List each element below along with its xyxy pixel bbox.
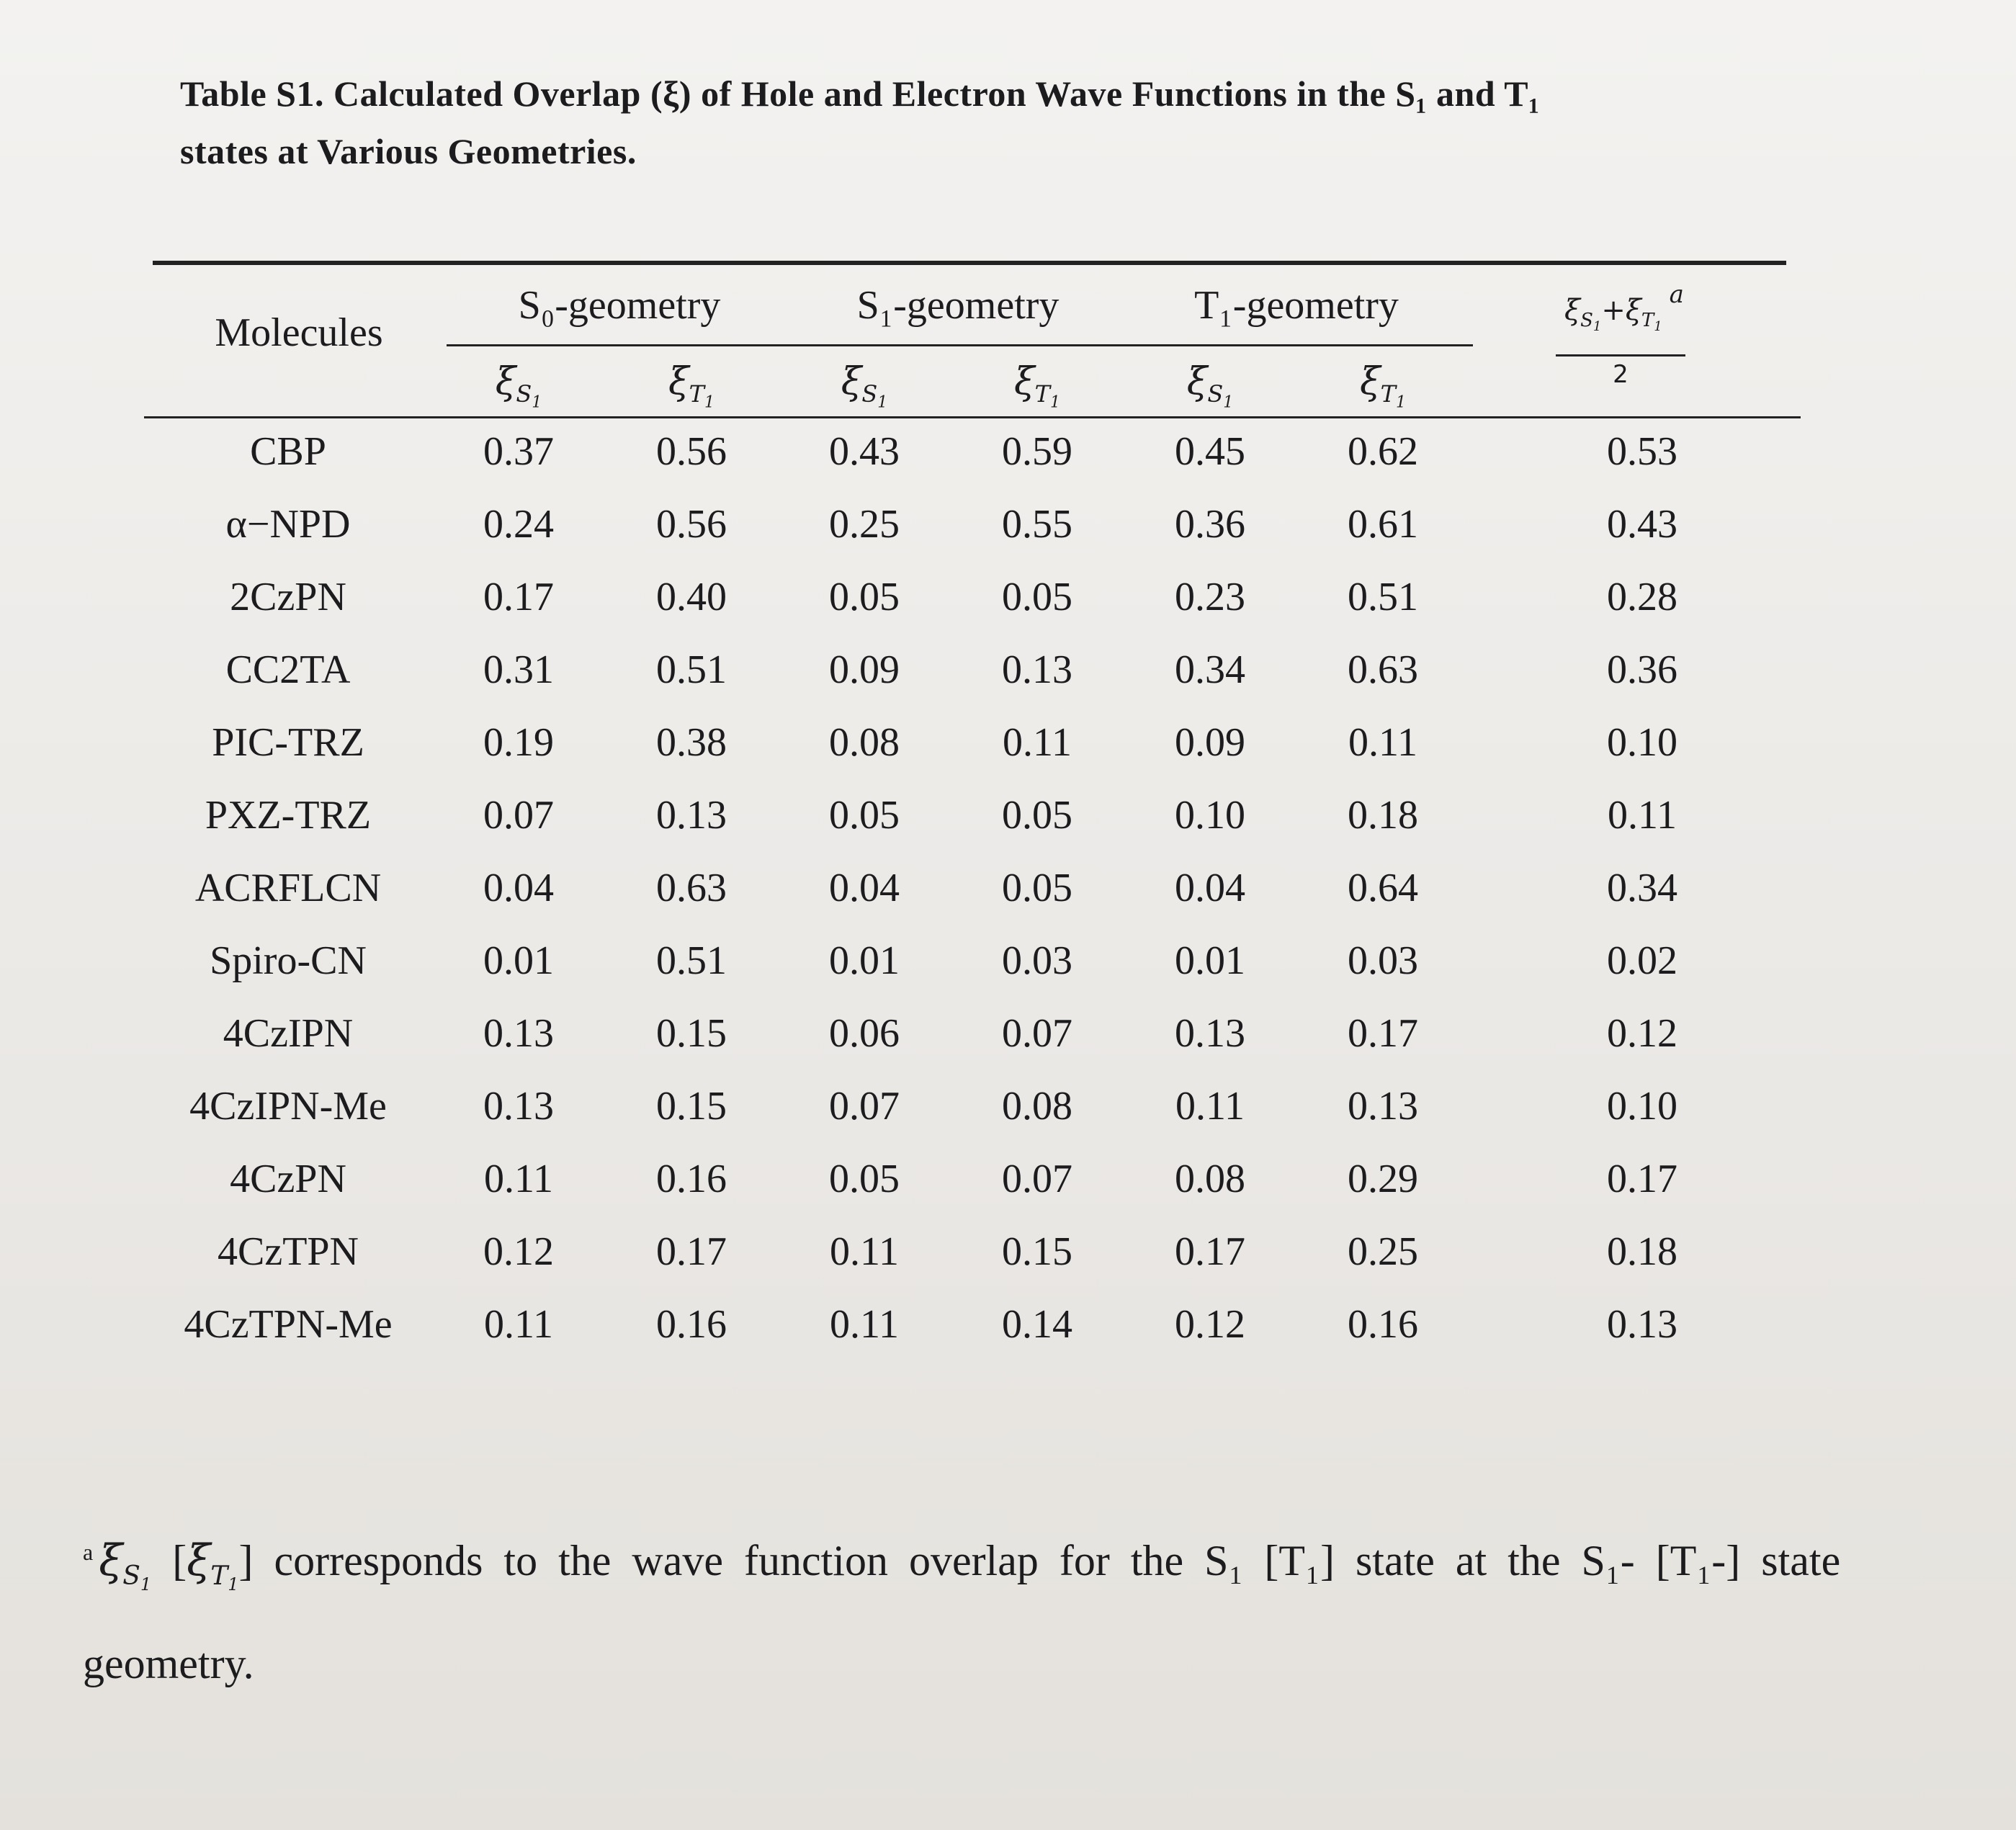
table-row xyxy=(0,1229,2016,1293)
overlap-value-cell: 0.16 xyxy=(656,1302,727,1347)
molecule-name-cell: α−NPD xyxy=(225,502,351,547)
footnote-line-2: geometry. xyxy=(83,1640,254,1688)
overlap-value-cell: 0.59 xyxy=(1002,429,1072,474)
overlap-value-cell: 0.61 xyxy=(1348,502,1418,547)
table-row xyxy=(0,865,2016,930)
header-xi-t1-s1geom: $\xi_{T_1}$ xyxy=(1014,360,1060,412)
overlap-value-cell: 0.11 xyxy=(1175,1084,1245,1129)
molecule-name-cell: Spiro-CN xyxy=(210,938,367,983)
molecule-name-cell: PIC-TRZ xyxy=(212,720,364,765)
overlap-value-cell: 0.23 xyxy=(1175,575,1245,619)
molecule-name-cell: PXZ-TRZ xyxy=(205,793,372,838)
overlap-value-cell: 0.40 xyxy=(656,575,727,619)
table-footnote xyxy=(83,1512,1955,1703)
overlap-value-cell: 0.34 xyxy=(1175,647,1245,692)
overlap-value-cell: 0.07 xyxy=(829,1084,900,1129)
overlap-value-cell: 0.11 xyxy=(484,1157,553,1201)
overlap-value-cell: 0.11 xyxy=(484,1302,553,1347)
overlap-value-cell: 0.19 xyxy=(483,720,554,765)
table-row xyxy=(0,429,2016,493)
overlap-value-cell: 0.05 xyxy=(1002,866,1072,910)
overlap-value-cell: 0.12 xyxy=(483,1229,554,1274)
header-molecules: Molecules xyxy=(215,310,383,355)
overlap-value-cell: 0.31 xyxy=(483,647,554,692)
overlap-value-cell: 0.14 xyxy=(1002,1302,1072,1347)
overlap-value-cell: 0.05 xyxy=(829,575,900,619)
overlap-value-cell: 0.38 xyxy=(656,720,727,765)
overlap-value-cell: 0.63 xyxy=(1348,647,1418,692)
header-note-mark: a xyxy=(1669,280,1684,309)
overlap-value-cell: 0.13 xyxy=(483,1011,554,1056)
overlap-value-cell: 0.12 xyxy=(1175,1302,1245,1347)
overlap-value-cell: 0.04 xyxy=(483,866,554,910)
overlap-value-cell: 0.01 xyxy=(483,938,554,983)
table-row xyxy=(0,792,2016,857)
overlap-value-cell: 0.15 xyxy=(656,1084,727,1129)
overlap-value-cell: 0.03 xyxy=(1348,938,1418,983)
overlap-value-cell: 0.34 xyxy=(1607,866,1677,910)
table-row xyxy=(0,1010,2016,1075)
overlap-value-cell: 0.13 xyxy=(1002,647,1072,692)
overlap-value-cell: 0.07 xyxy=(1002,1011,1072,1056)
molecule-name-cell: 4CzTPN xyxy=(218,1229,359,1274)
overlap-value-cell: 0.16 xyxy=(656,1157,727,1201)
overlap-value-cell: 0.10 xyxy=(1175,793,1245,838)
header-xi-t1-t1geom: $\xi_{T_1}$ xyxy=(1360,360,1406,412)
overlap-value-cell: 0.17 xyxy=(1348,1011,1418,1056)
header-average-numerator: $\xi_{S_1}+\xi_{T_1}^a$ xyxy=(1564,280,1684,335)
molecule-name-cell: 4CzIPN-Me xyxy=(189,1084,387,1129)
table-row xyxy=(0,647,2016,712)
overlap-value-cell: 0.13 xyxy=(656,793,727,838)
overlap-value-cell: 0.43 xyxy=(1607,502,1677,547)
overlap-value-cell: 0.51 xyxy=(656,938,727,983)
table-row xyxy=(0,719,2016,784)
overlap-value-cell: 0.05 xyxy=(1002,793,1072,838)
overlap-value-cell: 0.06 xyxy=(829,1011,900,1056)
header-s0-geometry: S₀-geometry xyxy=(518,283,721,328)
overlap-value-cell: 0.37 xyxy=(483,429,554,474)
header-xi-s1-s1geom: $\xi_{S_1}$ xyxy=(841,360,888,412)
table-row xyxy=(0,501,2016,566)
overlap-value-cell: 0.13 xyxy=(1348,1084,1418,1129)
table-row xyxy=(0,574,2016,639)
overlap-value-cell: 0.24 xyxy=(483,502,554,547)
molecule-name-cell: CBP xyxy=(250,429,326,474)
overlap-value-cell: 0.18 xyxy=(1348,793,1418,838)
overlap-value-cell: 0.45 xyxy=(1175,429,1245,474)
overlap-value-cell: 0.13 xyxy=(1175,1011,1245,1056)
overlap-value-cell: 0.01 xyxy=(1175,938,1245,983)
overlap-value-cell: 0.10 xyxy=(1607,720,1677,765)
overlap-value-cell: 0.05 xyxy=(829,1157,900,1201)
table-row xyxy=(0,1156,2016,1221)
overlap-value-cell: 0.51 xyxy=(656,647,727,692)
overlap-value-cell: 0.25 xyxy=(1348,1229,1418,1274)
overlap-value-cell: 0.07 xyxy=(483,793,554,838)
overlap-value-cell: 0.09 xyxy=(829,647,900,692)
overlap-value-cell: 0.28 xyxy=(1607,575,1677,619)
overlap-value-cell: 0.11 xyxy=(830,1229,899,1274)
overlap-value-cell: 0.64 xyxy=(1348,866,1418,910)
overlap-value-cell: 0.05 xyxy=(829,793,900,838)
header-xi-s1-s0geom: $\xi_{S_1}$ xyxy=(495,360,542,412)
molecule-name-cell: 4CzIPN xyxy=(223,1011,354,1056)
overlap-value-cell: 0.03 xyxy=(1002,938,1072,983)
overlap-value-cell: 0.12 xyxy=(1607,1011,1677,1056)
overlap-value-cell: 0.08 xyxy=(1175,1157,1245,1201)
header-t1-geometry: T₁-geometry xyxy=(1194,283,1399,328)
overlap-value-cell: 0.13 xyxy=(1607,1302,1677,1347)
overlap-value-cell: 0.51 xyxy=(1348,575,1418,619)
overlap-value-cell: 0.63 xyxy=(656,866,727,910)
overlap-value-cell: 0.62 xyxy=(1348,429,1418,474)
overlap-value-cell: 0.18 xyxy=(1607,1229,1677,1274)
overlap-value-cell: 0.10 xyxy=(1607,1084,1677,1129)
molecule-name-cell: 2CzPN xyxy=(230,575,346,619)
header-average-denominator: 2 xyxy=(1613,360,1629,389)
overlap-value-cell: 0.11 xyxy=(1608,793,1677,838)
overlap-value-cell: 0.11 xyxy=(1348,720,1417,765)
overlap-value-cell: 0.05 xyxy=(1002,575,1072,619)
overlap-value-cell: 0.07 xyxy=(1002,1157,1072,1201)
overlap-value-cell: 0.01 xyxy=(829,938,900,983)
overlap-value-cell: 0.36 xyxy=(1175,502,1245,547)
header-xi-s1-t1geom: $\xi_{S_1}$ xyxy=(1186,360,1234,412)
overlap-value-cell: 0.17 xyxy=(483,575,554,619)
overlap-value-cell: 0.08 xyxy=(1002,1084,1072,1129)
overlap-value-cell: 0.04 xyxy=(1175,866,1245,910)
table-row xyxy=(0,1301,2016,1366)
overlap-value-cell: 0.16 xyxy=(1348,1302,1418,1347)
molecule-name-cell: ACRFLCN xyxy=(194,866,382,910)
overlap-value-cell: 0.43 xyxy=(829,429,900,474)
molecule-name-cell: CC2TA xyxy=(225,647,351,692)
overlap-value-cell: 0.02 xyxy=(1607,938,1677,983)
table-row xyxy=(0,1083,2016,1148)
overlap-value-cell: 0.56 xyxy=(656,502,727,547)
overlap-value-cell: 0.11 xyxy=(1003,720,1072,765)
overlap-value-cell: 0.04 xyxy=(829,866,900,910)
overlap-value-cell: 0.25 xyxy=(829,502,900,547)
overlap-value-cell: 0.09 xyxy=(1175,720,1245,765)
header-xi-t1-s0geom: $\xi_{T_1}$ xyxy=(668,360,714,412)
overlap-value-cell: 0.29 xyxy=(1348,1157,1418,1201)
overlap-value-cell: 0.15 xyxy=(1002,1229,1072,1274)
overlap-value-cell: 0.36 xyxy=(1607,647,1677,692)
caption-line-2: states at Various Geometries. xyxy=(180,131,637,171)
overlap-value-cell: 0.53 xyxy=(1607,429,1677,474)
overlap-value-cell: 0.55 xyxy=(1002,502,1072,547)
overlap-value-cell: 0.15 xyxy=(656,1011,727,1056)
header-s1-geometry: S₁-geometry xyxy=(856,283,1059,328)
overlap-value-cell: 0.17 xyxy=(656,1229,727,1274)
overlap-value-cell: 0.56 xyxy=(656,429,727,474)
overlap-value-cell: 0.08 xyxy=(829,720,900,765)
molecule-name-cell: 4CzPN xyxy=(230,1157,346,1201)
caption-line-1: Table S1. Calculated Overlap (ξ) of Hole and Electron Wave Functions in the S₁ and T₁ xyxy=(180,73,1540,114)
footnote-line-1: $^a$ $\xi_{S_1}$ $[\xi_{T_1}]$ corresponds to the wave function overlap for the S₁ [T₁] state at the S₁- [T₁-] state xyxy=(83,1535,1841,1595)
overlap-value-cell: 0.17 xyxy=(1175,1229,1245,1274)
overlap-value-cell: 0.13 xyxy=(483,1084,554,1129)
table-row xyxy=(0,938,2016,1003)
overlap-value-cell: 0.17 xyxy=(1607,1157,1677,1201)
molecule-name-cell: 4CzTPN-Me xyxy=(184,1302,393,1347)
overlap-value-cell: 0.11 xyxy=(830,1302,899,1347)
